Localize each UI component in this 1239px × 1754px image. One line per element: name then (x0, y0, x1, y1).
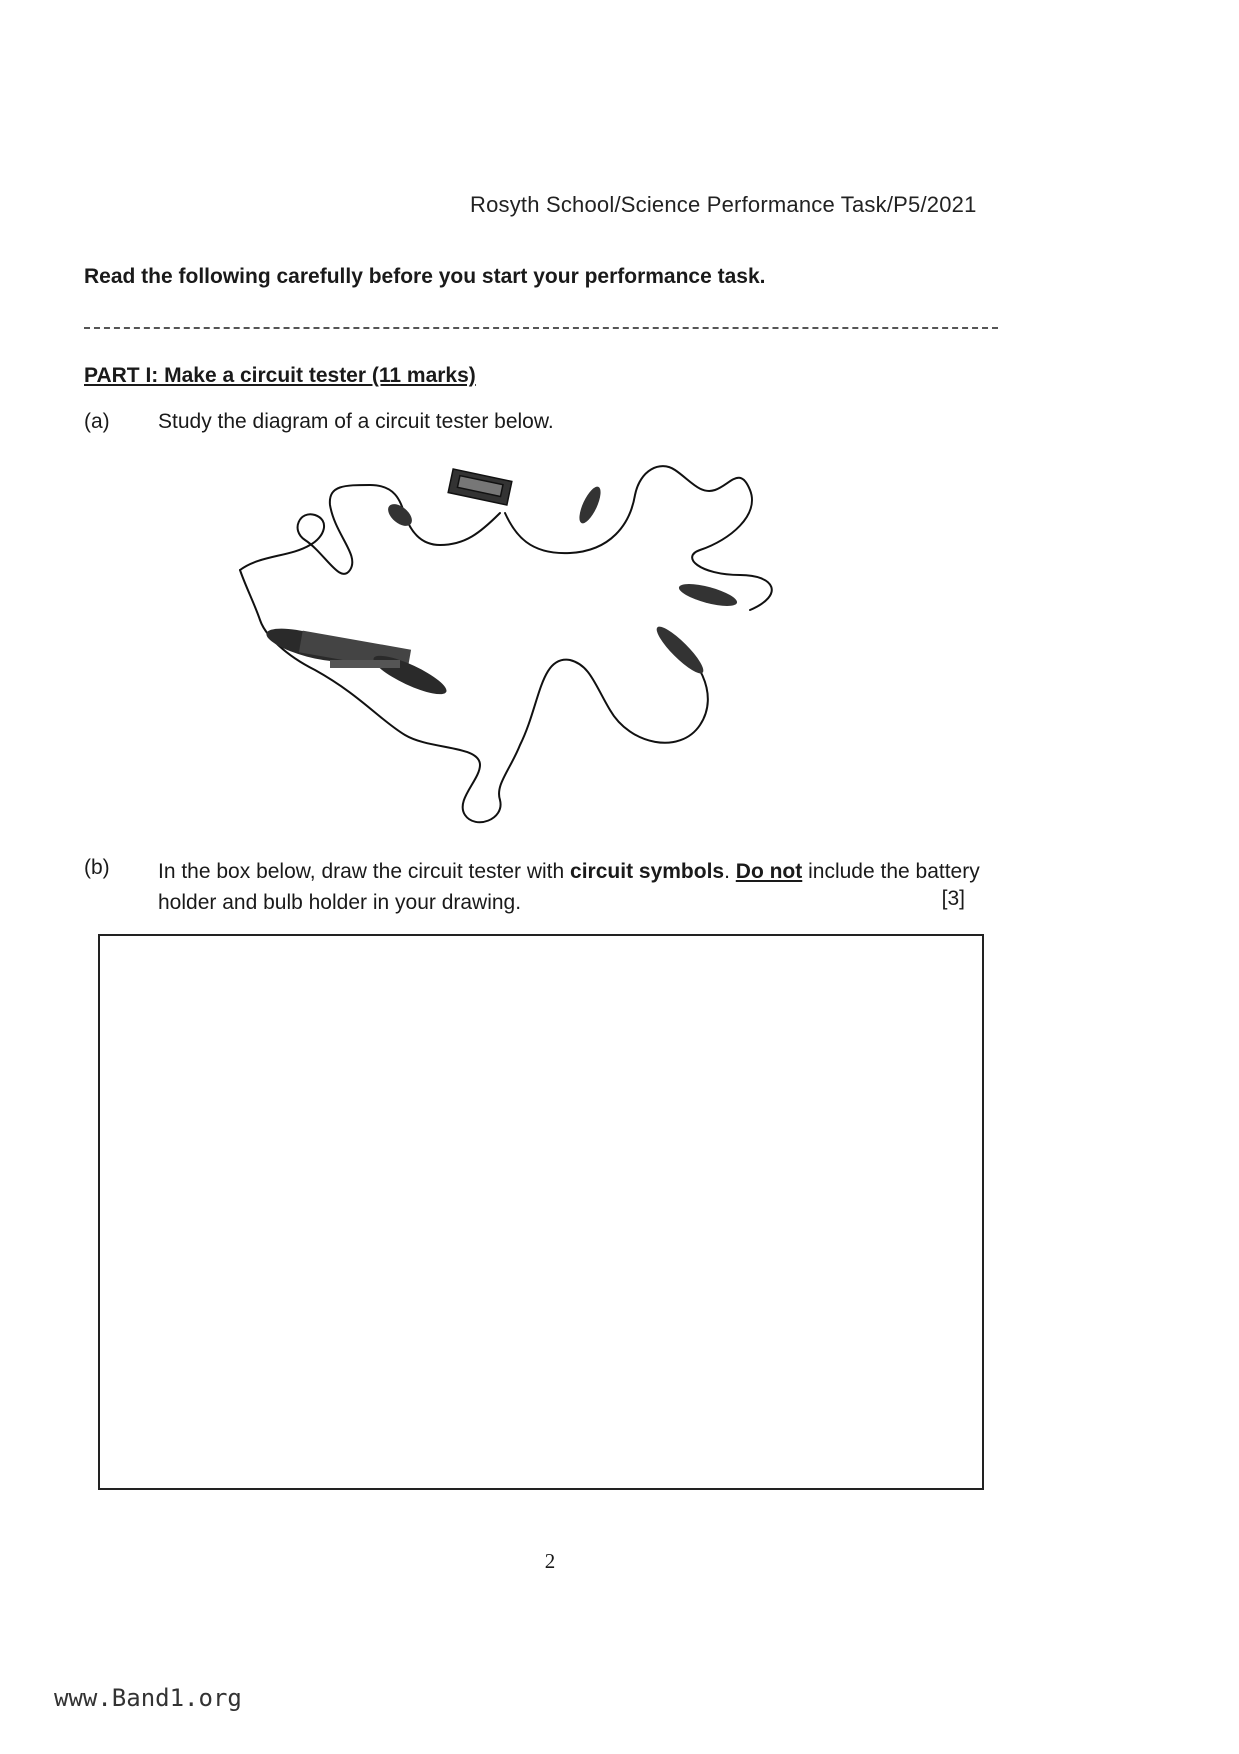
question-a-text: Study the diagram of a circuit tester below. (158, 410, 554, 433)
part-title: PART I: Make a circuit tester (11 marks) (84, 364, 476, 387)
watermark: www.Band1.org (54, 1684, 242, 1712)
crocodile-clip-3 (677, 580, 739, 611)
page-number: 2 (544, 1549, 556, 1573)
question-a-label: (a) (84, 410, 110, 433)
answer-drawing-box[interactable] (98, 934, 984, 1490)
emphasis-do-not: Do not (735, 860, 803, 883)
question-b-label: (b) (84, 856, 110, 879)
circuit-tester-diagram (230, 445, 890, 825)
battery-holder (448, 469, 512, 505)
question-b-text: In the box below, draw the circuit tester with circuit symbols. Do not include the battery holder and bulb holder in your drawing. (158, 860, 980, 914)
bulb-holder (263, 622, 450, 701)
document-header: Rosyth School/Science Performance Task/P5/2021 (470, 192, 977, 217)
crocodile-clip-2 (575, 484, 605, 526)
wire-top (505, 466, 772, 610)
marks-label: [3] (941, 887, 965, 910)
instruction-text: Read the following carefully before you start your performance task. (84, 265, 766, 288)
divider-line (84, 327, 998, 329)
wire-outline (240, 485, 500, 574)
crocodile-clip-4 (652, 622, 709, 679)
emphasis-circuit-symbols: circuit symbols (570, 860, 725, 883)
wire-right (240, 570, 708, 822)
